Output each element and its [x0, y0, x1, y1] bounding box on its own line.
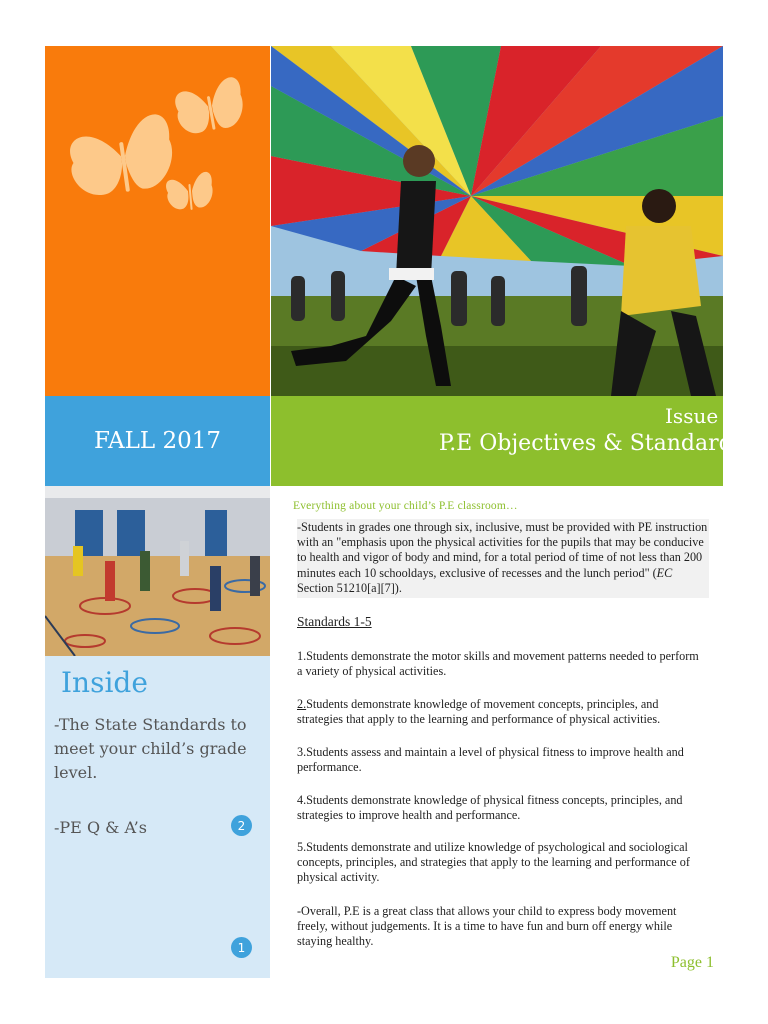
parachute-photo-art	[271, 46, 723, 396]
season-label: FALL 2017	[94, 428, 221, 454]
gym-photo-art	[45, 486, 270, 656]
parachute-photo	[271, 46, 723, 396]
intro-code-ref: EC	[656, 565, 673, 580]
inside-heading: Inside	[61, 666, 148, 699]
butterfly-icon	[172, 76, 246, 136]
inside-item-qa: -PE Q & A’s	[54, 818, 147, 837]
inside-item-standards: -The State Standards to meet your child’s grade level.	[54, 715, 247, 782]
standard-item: 1.Students demonstrate the motor skills and movement patterns needed to perform a variety of physical activities.	[297, 649, 699, 679]
intro-paragraph	[297, 519, 709, 598]
standard-item: 5.Students demonstrate and utilize knowledge of psychological and sociological concepts, principles, and strategies that apply to the learning and performance of physical activity.	[297, 840, 690, 885]
standard-number: 2.	[297, 697, 307, 711]
standards-heading: Standards 1-5	[297, 614, 372, 629]
intro-text: -Students in grades one through six, inclusive, must be provided with PE instruction with an "emphasis upon the physical activities for the pupils that may be conducive to health and vigor of body and mind, for a total period of time of not less than 200 minutes each 10 schooldays, exclusive of recesses and the lunch period" (	[297, 520, 708, 580]
standard-item	[297, 697, 707, 727]
butterfly-icon	[165, 171, 214, 212]
standard-text: Students demonstrate knowledge of movement concepts, principles, and strategies that apply to the learning and performance of physical activities.	[297, 697, 661, 727]
gym-photo	[45, 486, 270, 656]
intro-section: Section 51210[a][7]).	[297, 580, 402, 595]
standard-item: 4.Students demonstrate knowledge of physical fitness concepts, principles, and strategies to improve health and performance.	[297, 793, 683, 823]
page-number: Page 1	[670, 954, 714, 971]
standard-item: 3.Students assess and maintain a level of physical fitness to improve health and performance.	[297, 745, 684, 775]
section-subtitle: Everything about your child’s P.E classroom…	[293, 500, 518, 512]
issue-title: P.E Objectives & Standards	[438, 431, 744, 456]
butterfly-icon	[65, 113, 177, 199]
issue-number: Issue 1:	[665, 404, 744, 428]
butterflies-graphic	[45, 46, 270, 396]
page-number-badge: 1	[231, 937, 252, 958]
overall-paragraph: -Overall, P.E is a great class that allows your child to express body movement freely, without judgements. It is a time to have fun and burn off energy while staying healthy.	[297, 904, 677, 949]
orange-cover-block	[45, 46, 270, 396]
page-number-badge: 2	[231, 815, 252, 836]
